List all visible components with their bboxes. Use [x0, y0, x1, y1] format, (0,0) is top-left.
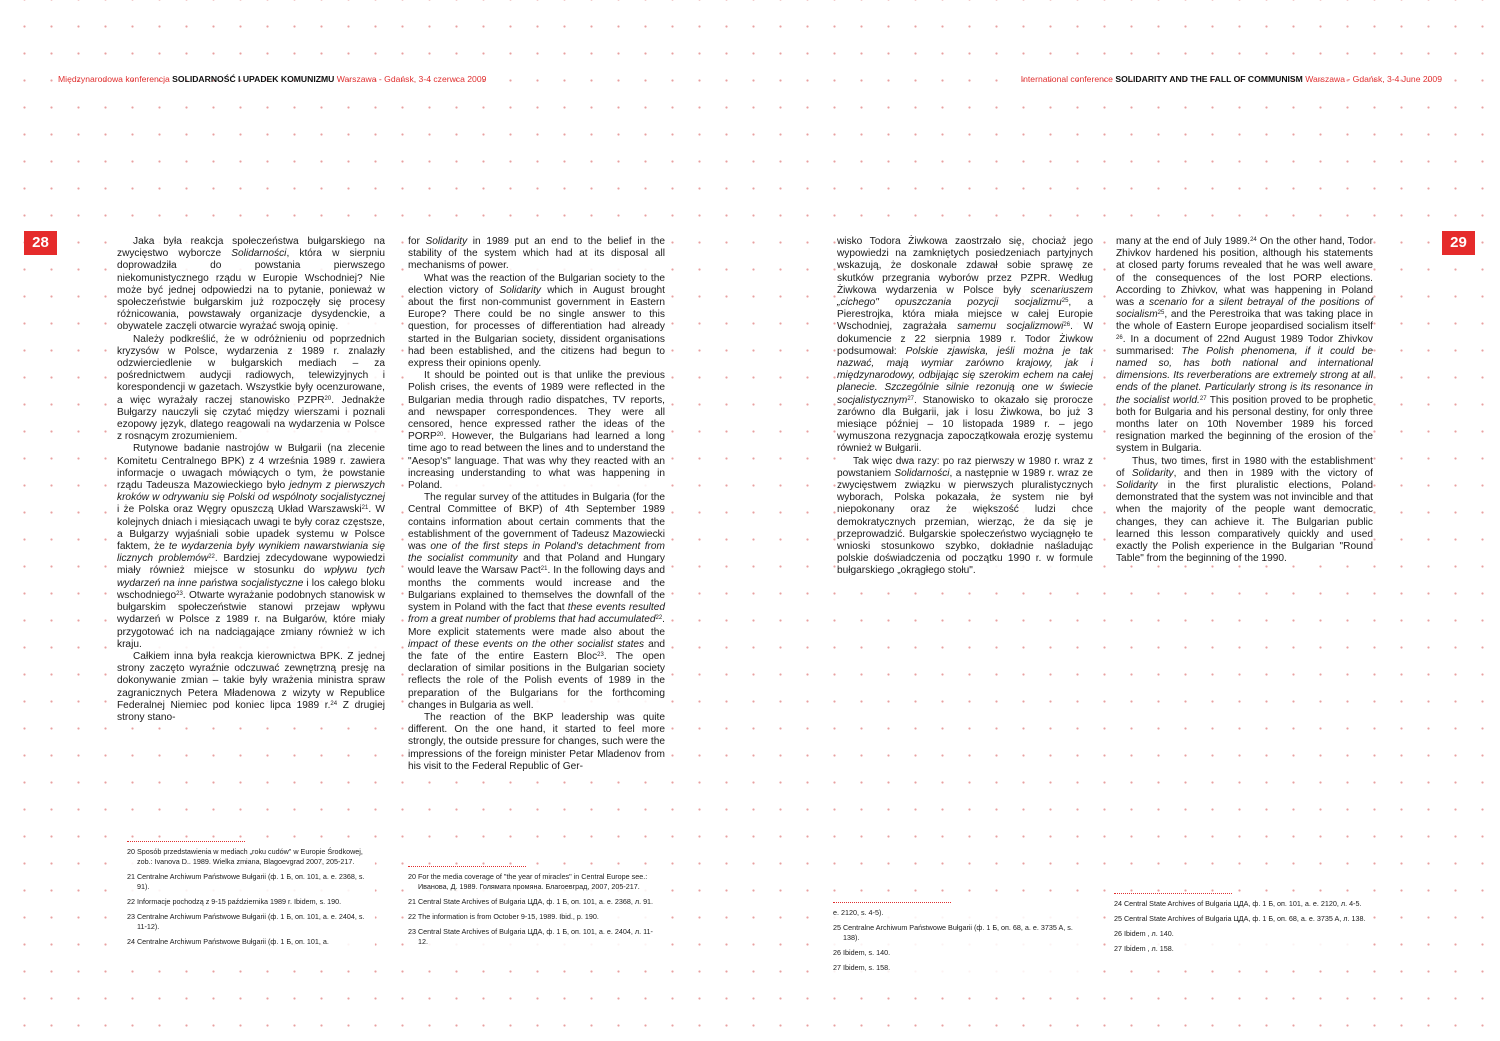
running-header-left [58, 74, 486, 84]
paragraph [408, 712, 665, 773]
footnote: e. 2120, s. 4-5). [833, 908, 884, 917]
footnote-ref: 27 [907, 395, 915, 402]
footnote-ref: 20 [436, 432, 444, 439]
text-run: , a Pierestrojka, która miała miejsce w całej Europie Wschodniej, zagrażała [837, 297, 1093, 333]
italic-text: one of the first steps in Poland's detachment from the socialist community [408, 541, 665, 565]
english-text-column-left [408, 236, 665, 773]
footnotes-polish-right [833, 902, 1091, 978]
text-run: , and the Perestroika that was taking place in the whole of Eastern Europe jeopardised socialism itself [1116, 309, 1373, 333]
text-run: . Otwarte wyrażanie podobnych stanowisk w bułgarskim społeczeństwie stanowi przejaw wpływu wydarzeń w Polsce z 1989 r. na Bułgarów, które miały przygotować ich na nadciągające zmiany również w ich kraju. [117, 589, 385, 650]
italic-text: Solidarity [1131, 467, 1174, 479]
footnote: 22 Informacje pochodzą z 9-15 października 1989 r. Ibidem, s. 190. [127, 897, 342, 906]
footnote: 25 Centralne Archiwum Państwowe Bułgarii (ф. 1 Б, оп. 68, a. e. 3735 A, s. 138). [833, 923, 1073, 942]
footnote: 21 Central State Archives of Bulgaria ЦДА, ф. 1 Б, оп. 101, a. e. 2368, л. 91. [408, 897, 654, 906]
polish-text-column-right [837, 236, 1093, 578]
text-run: . Stanowisko to okazało się prorocze zarówno dla Bułgarii, jak i losu Żiwkowa, bo już 3 miesiące później – 10 listopada 1989 r. – jego wymuszona rezygnacja zapoczątkowała erozję systemu również w Bułgarii. [837, 394, 1093, 455]
text-run: . W kolejnych dniach i miesiącach uwagi te były coraz częstsze, a Bułgarzy wyjaśniali sobie upadek systemu w Polsce faktem, że [117, 504, 385, 553]
footnote-divider [833, 902, 951, 903]
footnote-ref: 24 [330, 700, 338, 707]
footnote-divider [127, 841, 245, 842]
text-run: On the other hand, Todor Zhivkov hardened his position, although his statements at closed party forums revealed that he was well aware of the consequences of the lost PORP elections. According to Zhivkov, what was happening in Poland was [1116, 236, 1373, 309]
paragraph [837, 236, 1093, 456]
text-run: Całkiem inna była reakcja kierownictwa BPK. Z jednej strony zaczęto wyraźnie odczuwać zewnętrzną presję na dokonywanie zmian – takie były wrażenia ministra spraw zagranicznych Petera Mładenowa z wizyty w Republice Federalnej Niemiec pod koniec lipca 1989 r. [117, 650, 385, 711]
text-run: i że Polska oraz Węgry opuszczą Układ Warszawski [117, 504, 362, 516]
paragraph [117, 443, 385, 650]
paragraph [408, 236, 665, 273]
italic-text: samemu socjalizmowi [957, 321, 1064, 333]
header-right-prefix: International conference [1020, 74, 1116, 84]
footnotes-english-left [408, 866, 658, 952]
footnote-divider [1114, 893, 1232, 894]
text-run: Jaka była reakcja społeczeństwa bułgarskiego na zwycięstwo wyborcze [117, 236, 385, 260]
footnote-divider [408, 866, 526, 867]
polish-text-column-left [117, 236, 385, 724]
paragraph [117, 236, 385, 334]
paragraph [408, 273, 665, 371]
english-text-column-right [1116, 236, 1373, 565]
text-run: Thus, two times, first in 1980 with the establishment of [1116, 455, 1373, 479]
running-header-right [1021, 74, 1442, 84]
italic-text: jednym z pierwszych kroków w odrywaniu się Polski od wspólnoty socjalistycznej [117, 480, 386, 504]
text-run: What was the reaction of the Bulgarian society to the election victory of [408, 272, 665, 296]
text-run: . Jednakże Bułgarzy nauczyli się czytać między wierszami i poznali ezopowy język, dlatego reagowali na wydarzenia w Polsce z rosnącym zrozumieniem. [117, 394, 385, 443]
text-run: i los całego bloku wschodniego [117, 577, 385, 601]
footnote-ref: 22 [208, 554, 215, 561]
text-run: . The open declaration of similar positions in the Bulgarian society reflects the role of the Polish events of 1989 in the preparation of the Bulgarians for the forthcoming changes in Bulgaria as well. [408, 650, 666, 711]
footnote-ref: 27 [1199, 395, 1207, 402]
footnote-ref: 23 [597, 651, 604, 658]
header-right-title: SOLIDARITY AND THE FALL OF COMMUNISM [1115, 74, 1303, 84]
text-run: This position proved to be prophetic both for Bulgaria and his personal destiny, for only three months later on 10th November 1989 his forced resignation marked the beginning of the erosion of the system in Bulgaria. [1116, 394, 1373, 455]
italic-text: Solidarity [1116, 480, 1158, 492]
text-run: Tak więc dwa razy: po raz pierwszy w 1980 r. wraz z powstaniem [837, 455, 1093, 479]
paragraph [117, 334, 385, 444]
text-run: . In the following days and months the comments would increase and the Bulgarians explained to themselves the downfall of the system in Poland with the fact that [408, 565, 666, 614]
header-left-prefix: Międzynarodowa konferencja [58, 74, 173, 84]
text-run: , która w sierpniu doprowadziła do powstania pierwszego niekomunistycznego rządu w Europie Wschodniej? Nie może być jednej odpowiedzi na to pytanie, ponieważ w społeczeństwie bułgarskim już rozpoczęły się procesy różnicowania, powstawały organizacje dysydenckie, a obywatele zaczęli otwarcie wyrażać swoją opinię. [117, 248, 385, 333]
italic-text: a scenario for a silent betrayal of the positions of socialism [1116, 297, 1373, 321]
paragraph [408, 492, 665, 712]
text-run: . W dokumencie z 22 sierpnia 1989 r. Todor Żiwkow podsumował: [837, 321, 1094, 357]
text-run: The regular survey of the attitudes in Bulgaria (for the Central Committee of BKP) of 4th September 1989 contains information about certain comments that the establishment of the government of Tadeusz Mazowiecki was [408, 492, 665, 553]
footnote-ref: 21 [540, 566, 548, 573]
italic-text: impact of these events on the other socialist states [408, 638, 645, 650]
footnote: 26 Ibidem, s. 140. [833, 948, 891, 957]
header-left-title: SOLIDARNOŚĆ I UPADEK KOMUNIZMU [172, 74, 335, 84]
footnote: 26 Ibidem , л. 140. [1114, 929, 1174, 938]
footnote: 20 Sposób przedstawienia w mediach „roku cudów" w Europie Środkowej, zob.: Ivanova D.. 1989. Wielka zmiana, Blagoevgrad 2007, 205-217. [127, 847, 363, 866]
text-run: It should be pointed out is that unlike the previous Polish crises, the events of 1989 were reflected in the Bulgarian media through radio dispatches, TV reports, and newspaper correspondences. They were all censored, hence expressed rather the ideas of the PORP [408, 370, 665, 443]
text-run: The reaction of the BKP leadership was quite different. On the one hand, it started to feel more strongly, the outside pressure for changes, such were the impressions of the foreign minister Petar Mladenov from his visit to the Federal Republic of Ger- [408, 711, 665, 772]
footnote-ref: 26 [1063, 322, 1071, 329]
text-run: Rutynowe badanie nastrojów w Bułgarii (na zlecenie Komitetu Centralnego BPK) z 4 września 1989 r. zawiera informacje o uwagach mówiących o tym, że powstanie rządu Tadeusza Mazowieckiego było [117, 443, 385, 492]
text-run: many at the end of July 1989. [1116, 236, 1251, 247]
footnotes-polish-left [127, 841, 375, 952]
text-run: and the fate of the entire Eastern Bloc [408, 638, 665, 662]
italic-text: Solidarności [894, 467, 950, 479]
footnote-ref: 25 [1157, 310, 1165, 317]
paragraph [408, 370, 665, 492]
paragraph [117, 651, 385, 724]
footnote: 23 Central State Archives of Bulgaria ЦДА, ф. 1 Б, оп. 101, a. e. 2404, л. 11-12. [408, 927, 653, 946]
text-run: . However, the Bulgarians had learned a long time ago to read between the lines and to understand the "Aesop's" language. That was why they reacted with an increasing understanding to what was happening in Poland. [408, 431, 665, 492]
footnote-ref: 20 [324, 395, 332, 402]
page-number-right: 29 [1442, 231, 1475, 255]
footnote: 22 The information is from October 9-15, 1989. Ibid., p. 190. [408, 912, 599, 921]
footnote: 24 Central State Archives of Bulgaria ЦДА, ф. 1 Б, оп. 101, a. e. 2120, л. 4-5. [1114, 899, 1362, 908]
footnote: 25 Central State Archives of Bulgaria ЦДА, ф. 1 Б, оп. 68, a. e. 3735 A, л. 138. [1114, 914, 1366, 923]
footnote-ref: 21 [361, 505, 369, 512]
italic-text: Polskie zjawiska, jeśli można je tak nazwać, mają wymiar zarówno krajowy, jak i międzynarodowy, odbijając się szerokim echem na całej planecie. Szczególnie silnie rezonują one w świecie socjalistycznym [837, 345, 1093, 406]
paragraph [1116, 456, 1373, 566]
header-right-suffix: Warszawa - Gdańsk, 3-4 June 2009 [1302, 74, 1442, 84]
italic-text: The Polish phenomena, if it could be named so, has both national and international dimensions. Its reverberations are extremely strong at all ends of the planet. Particularly strong is its resonance in the socialist world. [1116, 345, 1373, 406]
text-run: wisko Todora Żiwkowa zaostrzało się, chociaż jego wypowiedzi na zamkniętych posiedzeniach partyjnych wskazują, że doskonale zdawał sobie sprawę ze skutków przegrania wyborów przez PZPR. Według Żiwkowa wydarzenia w Polsce były [837, 236, 1093, 296]
italic-text: Solidarności [231, 248, 287, 260]
footnote: 23 Centralne Archiwum Państwowe Bułgarii (ф. 1 Б, оп. 101, a. e. 2404, s. 11-12). [127, 912, 365, 931]
footnote: 24 Centralne Archiwum Państwowe Bułgarii (ф. 1 Б, оп. 101, a. [127, 937, 329, 946]
footnote: 21 Centralne Archiwum Państwowe Bułgarii (ф. 1 Б, оп. 101, a. e. 2368, s. 91). [127, 872, 365, 891]
header-left-suffix: Warszawa - Gdańsk, 3-4 czerwca 2009 [334, 74, 487, 84]
italic-text: scenariuszem „cichego" opuszczania pozycji socjalizmu [837, 284, 1093, 309]
footnote-ref: 25 [1061, 298, 1069, 305]
paragraph [837, 456, 1093, 578]
text-run: . Bardziej zdecydowane wypowiedzi miały również miejsce w stosunku do [117, 553, 385, 577]
text-run: . More explicit statements were made also about the [408, 614, 665, 638]
text-run: , and then in 1989 with the victory of [1173, 467, 1373, 479]
text-run: , a następnie w 1989 r. wraz ze zwycięstwem związku w pierwszych pluralistycznych wyborach, Polska pokazała, że system nie był niepokonany oraz że większość ludzi chce demokratycznych przemian, wierząc, że da się je przeprowadzić. Bułgarskie społeczeństwo wyciągnęło te wnioski stosunkowo szybko, dokładnie naśladując polskie doświadczenia od początku 1990 r. w formule bułgarskiego „okrągłego stołu". [837, 467, 1093, 577]
italic-text: te wydarzenia były wynikiem nawarstwiania się licznych problemów [117, 541, 385, 565]
footnote-ref: 22 [655, 615, 663, 622]
text-run: in 1989 put an end to the belief in the stability of the system which had at its disposal all mechanisms of power. [408, 236, 665, 272]
page-number-left: 28 [24, 231, 57, 255]
italic-text: Solidarity [425, 236, 468, 247]
text-run: and that Poland and Hungary would leave the Warsaw Pact [408, 553, 665, 577]
footnote-ref: 23 [176, 590, 183, 597]
footnote: 20 For the media coverage of "the year of miracles" in Central Europe see.: Иванова, Д. 1989. Голямата промяна. Благоевград, 2007, 205-217. [408, 872, 648, 891]
text-run: . In a document of 22nd August 1989 Todor Zhivkov summarised: [1116, 333, 1373, 357]
footnote-ref: 26 [1116, 334, 1123, 341]
italic-text: Solidarity [499, 284, 541, 296]
text-run: which in August brought about the first non-communist government in Eastern Europe? There could be no single answer to this question, for processes of differentiation had already started in the Bulgarian society, dissident organisations had been established, and the citizens had begun to express their opinions openly. [408, 284, 665, 370]
paragraph [1116, 236, 1373, 456]
italic-text: wpływu tych wydarzeń na inne państwa socjalistyczne [117, 565, 385, 589]
footnote-ref: 24 [1250, 237, 1257, 243]
text-run: for [408, 236, 426, 247]
text-run: in the first pluralistic elections, Poland demonstrated that the system was not invincible and that when the majority of the people want democratic changes, they can achieve it. The Bulgarian public learned this lesson comparatively quickly and used exactly the Polish experience in the Bulgarian "Round Table" from the beginning of the 1990. [1116, 480, 1373, 565]
footnote: 27 Ibidem , л. 158. [1114, 944, 1174, 953]
footnotes-english-right [1114, 893, 1372, 959]
text-run: Należy podkreślić, że w odróżnieniu od poprzednich kryzysów w Polsce, wydarzenia z 1989 r. znalazły odzwierciedlenie w bułgarskich mediach – za pośrednictwem audycji radiowych, telewizyjnych i korespondencji w gazetach. Wszystkie były ocenzurowane, a więc wyrażały raczej stanowisko PZPR [117, 333, 385, 406]
footnote: 27 Ibidem, s. 158. [833, 963, 891, 972]
italic-text: these events resulted from a great number of problems that had accumulated [408, 602, 665, 626]
text-run: Z drugiej strony stano- [117, 699, 385, 723]
